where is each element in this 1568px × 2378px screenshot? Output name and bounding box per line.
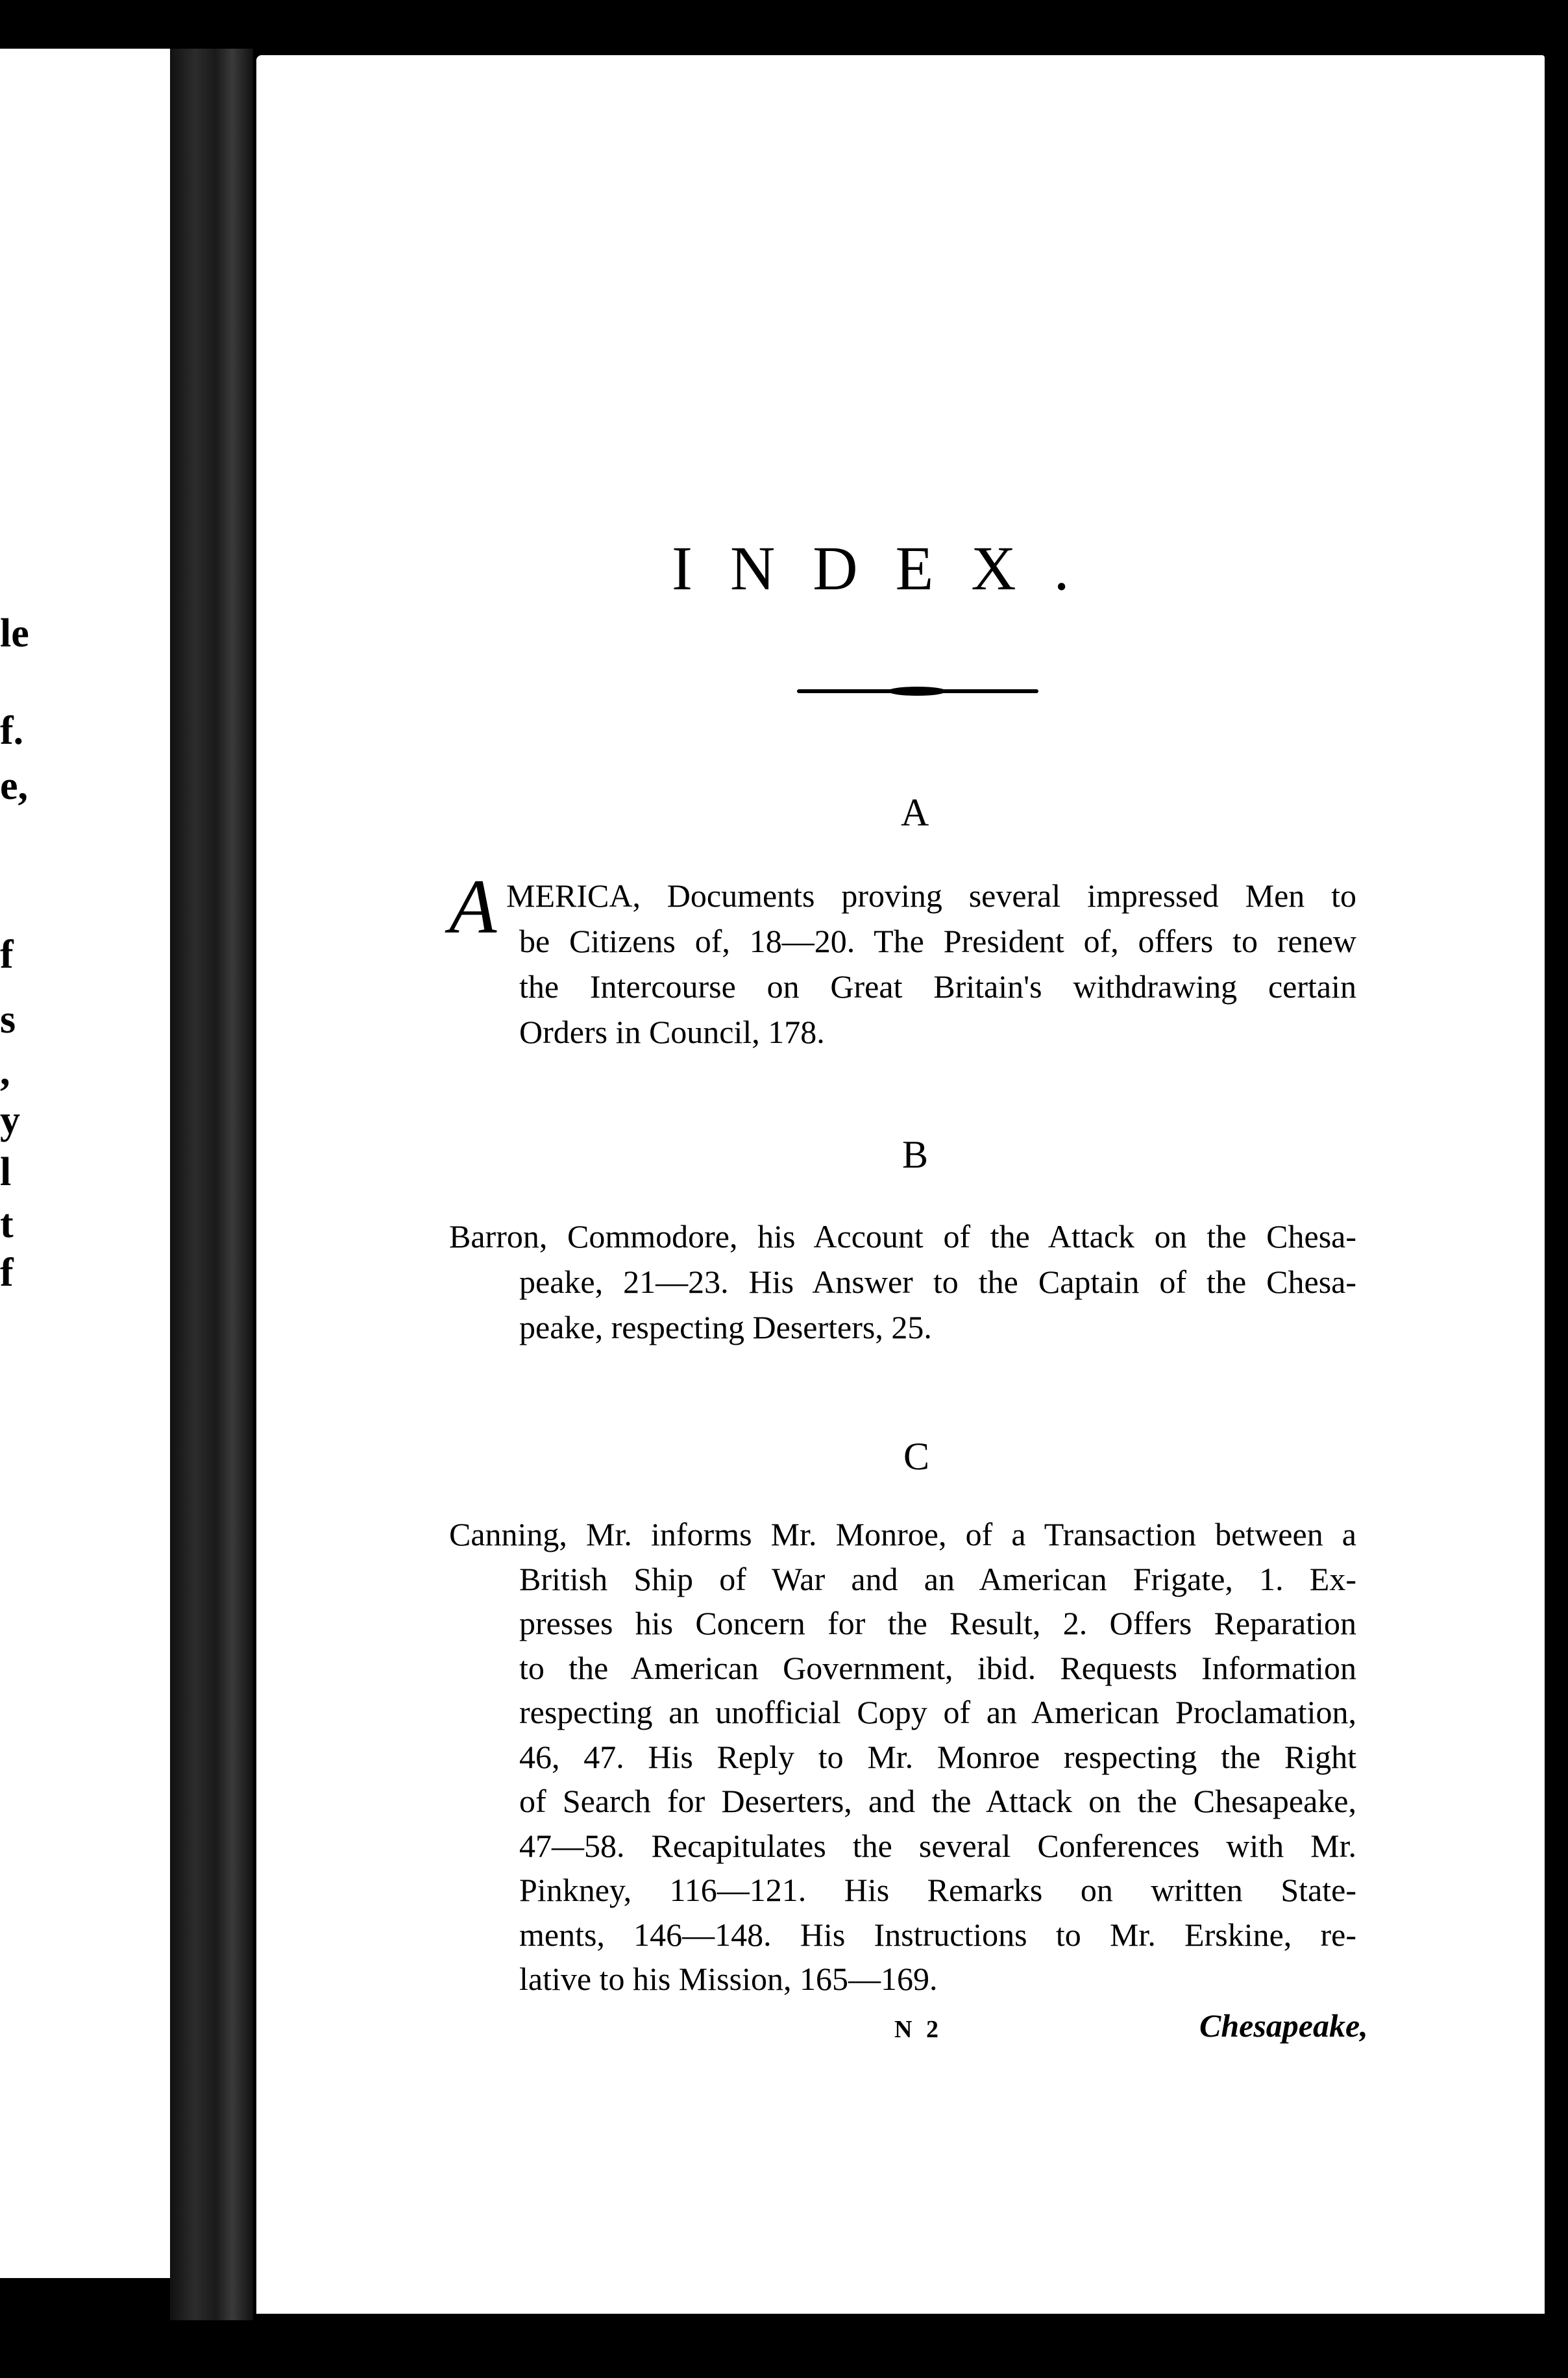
entry-line: lative to his Mission, 165—169. [519, 1961, 938, 1997]
entry-line: of Search for Deserters, and the Attack on the Chesapeake, [519, 1783, 1356, 1819]
facing-page-fragment [0, 49, 170, 2278]
entry-line: 47—58. Recapitulates the several Conferences with Mr. [519, 1827, 1356, 1864]
entry-line: ments, 146—148. His Instructions to Mr. Erskine, re- [519, 1916, 1356, 1953]
index-entry-america [506, 873, 1356, 1055]
bleed-fragment: le [0, 611, 29, 656]
index-entry-barron [449, 1214, 1356, 1350]
entry-line: Pinkney, 116—121. His Remarks on written State- [519, 1872, 1356, 1908]
entry-line: Canning, Mr. informs Mr. Monroe, of a Transaction between a [449, 1516, 1356, 1552]
entry-line: presses his Concern for the Result, 2. Offers Reparation [519, 1605, 1356, 1641]
bleed-fragment: s [0, 998, 16, 1042]
entry-line: Barron, Commodore, his Account of the Attack on the Chesa- [449, 1218, 1356, 1255]
bleed-fragment: y [0, 1098, 20, 1142]
entry-line: MERICA, Documents proving several impressed Men to [506, 877, 1356, 914]
section-letter-a: A [901, 791, 929, 834]
section-letter-c: C [903, 1435, 930, 1478]
entry-line: respecting an unofficial Copy of an American Proclamation, [519, 1694, 1356, 1730]
bleed-fragment: l [0, 1150, 12, 1194]
bleed-fragment: , [0, 1049, 10, 1094]
drop-cap: A [449, 863, 497, 950]
entry-line: British Ship of War and an American Frigate, 1. Ex- [519, 1560, 1356, 1597]
bleed-fragment: t [0, 1202, 14, 1246]
book-gutter [170, 49, 253, 2320]
bleed-fragment: f. [0, 709, 24, 753]
signature-mark: N 2 [894, 2016, 942, 2043]
index-entry-canning [449, 1512, 1356, 2002]
entry-line: be Citizens of, 18—20. The President of, offers to renew [519, 923, 1356, 959]
entry-line: 46, 47. His Reply to Mr. Monroe respecting the Right [519, 1738, 1356, 1775]
entry-line: peake, 21—23. His Answer to the Captain of the Chesa- [519, 1264, 1356, 1300]
bleed-fragment: f [0, 1251, 14, 1295]
section-letter-b: B [902, 1133, 929, 1176]
facing-page-text-bleed [0, 49, 39, 2278]
page-title: INDEX. [672, 533, 1107, 603]
entry-line: to the American Government, ibid. Requests Information [519, 1649, 1356, 1686]
entry-line: Orders in Council, 178. [519, 1014, 825, 1050]
bleed-fragment: e, [0, 764, 29, 808]
bleed-fragment: f [0, 933, 14, 977]
title-rule-ornament [797, 689, 1038, 693]
catchword: Chesapeake, [1199, 2007, 1368, 2044]
entry-line: the Intercourse on Great Britain's withdrawing certain [519, 968, 1356, 1005]
entry-line: peake, respecting Deserters, 25. [519, 1309, 932, 1345]
